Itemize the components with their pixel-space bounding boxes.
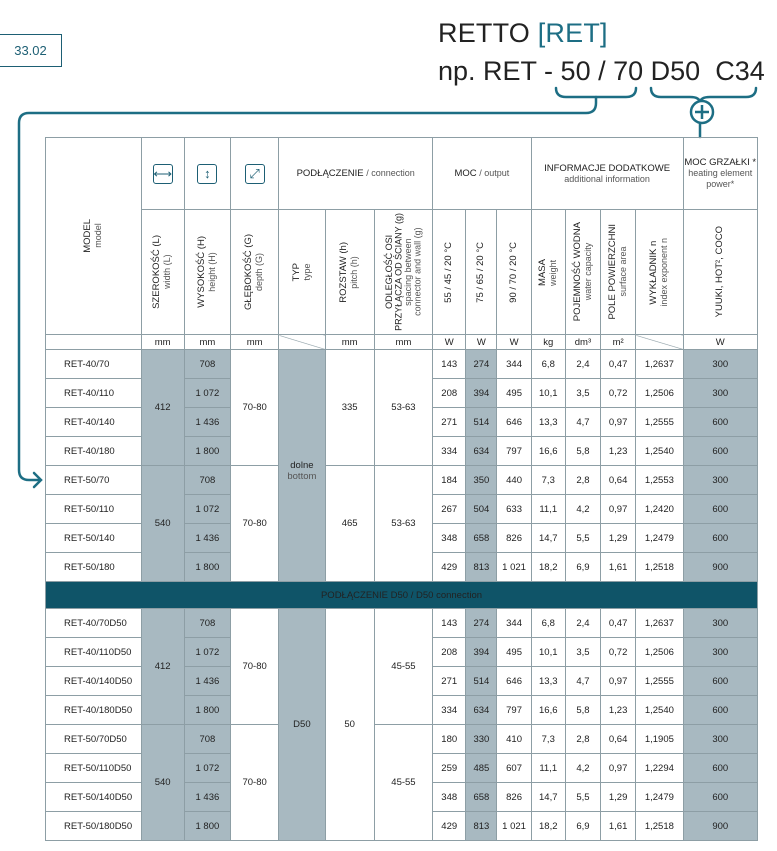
surface-cell: 0,47	[601, 609, 636, 638]
example-heater: C34	[715, 56, 765, 86]
pitch-cell: 465	[325, 466, 374, 582]
water-cell: 5,5	[565, 524, 600, 553]
model-cell: RET-40/140	[46, 408, 142, 437]
surface-cell: 1,29	[601, 524, 636, 553]
pitch-cell: 335	[325, 350, 374, 466]
heater-cell: 300	[683, 638, 758, 667]
model-cell: RET-50/140	[46, 524, 142, 553]
header-depth: GŁĘBOKOŚĆ (G) depth (G)	[231, 210, 279, 335]
header-temp-55: 55 / 45 / 20 °C	[433, 210, 466, 335]
pitch-cell: 50	[325, 609, 374, 841]
mass-cell: 7,3	[531, 725, 565, 754]
height-cell: 1 800	[184, 553, 230, 582]
output-90-cell: 826	[497, 783, 531, 812]
model-cell: RET-50/70	[46, 466, 142, 495]
product-name: RETTO	[438, 18, 538, 48]
bracket-close: ]	[600, 18, 608, 48]
height-cell: 1 436	[184, 667, 230, 696]
output-90-cell: 797	[497, 696, 531, 725]
heater-cell: 600	[683, 408, 758, 437]
output-55-cell: 267	[433, 495, 466, 524]
output-75-cell: 658	[466, 783, 497, 812]
heater-cell: 900	[683, 812, 758, 841]
heater-cell: 600	[683, 524, 758, 553]
output-55-cell: 348	[433, 524, 466, 553]
model-cell: RET-50/140D50	[46, 783, 142, 812]
width-cell: 412	[141, 350, 184, 466]
header-height: WYSOKOŚĆ (H) height (H)	[184, 210, 230, 335]
heater-cell: 300	[683, 379, 758, 408]
surface-cell: 0,97	[601, 495, 636, 524]
spacing-cell: 53-63	[374, 350, 432, 466]
height-cell: 1 436	[184, 783, 230, 812]
water-cell: 6,9	[565, 553, 600, 582]
index-cell: 1,2540	[636, 696, 683, 725]
output-55-cell: 208	[433, 379, 466, 408]
header-width: SZEROKOŚĆ (L) width (L)	[141, 210, 184, 335]
output-75-cell: 813	[466, 812, 497, 841]
height-cell: 1 800	[184, 437, 230, 466]
model-cell: RET-40/140D50	[46, 667, 142, 696]
surface-cell: 1,61	[601, 812, 636, 841]
output-90-cell: 440	[497, 466, 531, 495]
output-90-cell: 1 021	[497, 553, 531, 582]
mass-cell: 13,3	[531, 667, 565, 696]
mass-cell: 7,3	[531, 466, 565, 495]
mass-cell: 13,3	[531, 408, 565, 437]
height-header-icon-cell	[184, 138, 230, 210]
model-cell: RET-50/180	[46, 553, 142, 582]
heater-cell: 300	[683, 609, 758, 638]
height-cell: 1 800	[184, 696, 230, 725]
index-cell: 1,2555	[636, 408, 683, 437]
output-75-cell: 658	[466, 524, 497, 553]
mass-cell: 10,1	[531, 638, 565, 667]
output-55-cell: 180	[433, 725, 466, 754]
output-75-cell: 330	[466, 725, 497, 754]
spacing-cell: 45-55	[374, 725, 432, 841]
width-cell: 540	[141, 466, 184, 582]
header-surface: POLE POWIERZCHNI surface area	[601, 210, 636, 335]
mass-cell: 14,7	[531, 524, 565, 553]
index-cell: 1,1905	[636, 725, 683, 754]
height-arrow-icon: ↕	[197, 164, 217, 184]
mass-cell: 11,1	[531, 495, 565, 524]
mass-cell: 18,2	[531, 812, 565, 841]
index-unit-diagonal	[636, 335, 683, 350]
width-cell: 540	[141, 725, 184, 841]
width-cell: 412	[141, 609, 184, 725]
surface-cell: 0,97	[601, 667, 636, 696]
index-cell: 1,2479	[636, 524, 683, 553]
header-type: TYP type	[279, 210, 325, 335]
height-cell: 1 436	[184, 524, 230, 553]
output-90-cell: 797	[497, 437, 531, 466]
example-connection: D50	[650, 56, 701, 86]
header-mass: MASA weight	[531, 210, 565, 335]
mass-cell: 10,1	[531, 379, 565, 408]
model-cell: RET-50/110	[46, 495, 142, 524]
header-temp-75: 75 / 65 / 20 °C	[466, 210, 497, 335]
model-cell: RET-50/180D50	[46, 812, 142, 841]
table-row	[46, 609, 758, 638]
header-model: MODEL model	[46, 138, 142, 335]
height-cell: 1 072	[184, 638, 230, 667]
header-temp-90: 90 / 70 / 20 °C	[497, 210, 531, 335]
table-row	[46, 466, 758, 495]
depth-cell: 70-80	[231, 350, 279, 466]
output-90-cell: 646	[497, 667, 531, 696]
surface-cell: 0,97	[601, 754, 636, 783]
output-55-cell: 429	[433, 812, 466, 841]
index-cell: 1,2518	[636, 812, 683, 841]
index-cell: 1,2294	[636, 754, 683, 783]
surface-cell: 1,23	[601, 696, 636, 725]
height-cell: 708	[184, 350, 230, 379]
output-90-cell: 344	[497, 609, 531, 638]
output-55-cell: 259	[433, 754, 466, 783]
output-75-cell: 350	[466, 466, 497, 495]
mass-cell: 16,6	[531, 696, 565, 725]
height-cell: 708	[184, 466, 230, 495]
output-90-cell: 344	[497, 350, 531, 379]
surface-cell: 0,72	[601, 379, 636, 408]
output-55-cell: 334	[433, 696, 466, 725]
output-75-cell: 514	[466, 408, 497, 437]
index-cell: 1,2637	[636, 609, 683, 638]
water-cell: 4,2	[565, 495, 600, 524]
height-cell: 708	[184, 725, 230, 754]
water-cell: 2,4	[565, 350, 600, 379]
type-unit-diagonal	[279, 335, 325, 350]
output-75-cell: 634	[466, 437, 497, 466]
header-pitch: ROZSTAW (h) pitch (h)	[325, 210, 374, 335]
mass-cell: 18,2	[531, 553, 565, 582]
section-header-d50: PODŁĄCZENIE D50 / D50 connection	[46, 582, 758, 609]
spec-table	[45, 137, 758, 841]
heater-cell: 300	[683, 466, 758, 495]
depth-cell: 70-80	[231, 725, 279, 841]
index-cell: 1,2637	[636, 350, 683, 379]
water-cell: 4,7	[565, 667, 600, 696]
water-cell: 5,8	[565, 437, 600, 466]
example-slash: /	[590, 56, 614, 86]
heater-cell: 600	[683, 495, 758, 524]
heater-cell: 600	[683, 754, 758, 783]
table-body-d50	[46, 609, 758, 841]
height-cell: 1 072	[184, 754, 230, 783]
table-body-standard	[46, 350, 758, 582]
water-cell: 2,8	[565, 466, 600, 495]
output-90-cell: 495	[497, 379, 531, 408]
header-heater: MOC GRZAŁKI * heating element power*	[683, 138, 758, 210]
output-75-cell: 634	[466, 696, 497, 725]
output-55-cell: 271	[433, 667, 466, 696]
heater-cell: 600	[683, 667, 758, 696]
surface-cell: 1,29	[601, 783, 636, 812]
output-90-cell: 633	[497, 495, 531, 524]
model-cell: RET-40/110D50	[46, 638, 142, 667]
mass-cell: 6,8	[531, 609, 565, 638]
heater-cell: 600	[683, 437, 758, 466]
type-cell: D50	[279, 609, 325, 841]
index-cell: 1,2479	[636, 783, 683, 812]
model-cell: RET-40/110	[46, 379, 142, 408]
plus-icon	[691, 101, 713, 123]
example-height: 70	[613, 56, 644, 86]
surface-cell: 1,61	[601, 553, 636, 582]
table-row	[46, 725, 758, 754]
spacing-cell: 45-55	[374, 609, 432, 725]
surface-cell: 0,64	[601, 725, 636, 754]
output-55-cell: 334	[433, 437, 466, 466]
output-75-cell: 274	[466, 609, 497, 638]
water-cell: 5,5	[565, 783, 600, 812]
water-cell: 2,8	[565, 725, 600, 754]
index-cell: 1,2506	[636, 638, 683, 667]
type-cell: dolne bottom	[279, 350, 325, 582]
header-info: INFORMACJE DODATKOWE additional information	[531, 138, 683, 210]
header-connection: PODŁĄCZENIE / connection	[279, 138, 433, 210]
model-cell: RET-50/70D50	[46, 725, 142, 754]
output-90-cell: 646	[497, 408, 531, 437]
surface-cell: 0,47	[601, 350, 636, 379]
output-55-cell: 208	[433, 638, 466, 667]
output-55-cell: 143	[433, 609, 466, 638]
depth-header-icon-cell	[231, 138, 279, 210]
table-row	[46, 350, 758, 379]
output-55-cell: 271	[433, 408, 466, 437]
index-cell: 1,2420	[636, 495, 683, 524]
depth-cell: 70-80	[231, 609, 279, 725]
spacing-cell: 53-63	[374, 466, 432, 582]
surface-cell: 1,23	[601, 437, 636, 466]
header-spacing: ODLEGŁOŚĆ OSI PRZYŁĄCZA OD ŚCIANY (g) spacing between connector and wall (g)	[374, 210, 432, 335]
mass-cell: 14,7	[531, 783, 565, 812]
header-index: WYKŁADNIK n index exponent n	[636, 210, 683, 335]
output-90-cell: 410	[497, 725, 531, 754]
output-90-cell: 495	[497, 638, 531, 667]
output-55-cell: 184	[433, 466, 466, 495]
mass-cell: 6,8	[531, 350, 565, 379]
mass-cell: 16,6	[531, 437, 565, 466]
water-cell: 6,9	[565, 812, 600, 841]
model-cell: RET-40/70	[46, 350, 142, 379]
surface-cell: 0,64	[601, 466, 636, 495]
water-cell: 3,5	[565, 379, 600, 408]
width-header-icon-cell	[141, 138, 184, 210]
heater-cell: 300	[683, 725, 758, 754]
output-75-cell: 514	[466, 667, 497, 696]
water-cell: 3,5	[565, 638, 600, 667]
height-cell: 1 072	[184, 495, 230, 524]
water-cell: 4,7	[565, 408, 600, 437]
output-75-cell: 813	[466, 553, 497, 582]
heater-cell: 300	[683, 350, 758, 379]
output-90-cell: 826	[497, 524, 531, 553]
height-cell: 708	[184, 609, 230, 638]
height-cell: 1 072	[184, 379, 230, 408]
example-prefix: np. RET -	[438, 56, 561, 86]
surface-cell: 0,72	[601, 638, 636, 667]
product-code: RET	[545, 18, 601, 48]
water-cell: 2,4	[565, 609, 600, 638]
output-55-cell: 143	[433, 350, 466, 379]
water-cell: 4,2	[565, 754, 600, 783]
heater-cell: 600	[683, 783, 758, 812]
model-cell: RET-40/70D50	[46, 609, 142, 638]
index-cell: 1,2540	[636, 437, 683, 466]
bracket-open: [	[537, 18, 546, 48]
model-cell: RET-40/180	[46, 437, 142, 466]
output-75-cell: 274	[466, 350, 497, 379]
height-cell: 1 436	[184, 408, 230, 437]
units-row: mm mm mm mm mm W W W kg dm³ m² W	[46, 335, 758, 350]
header-output: MOC / output	[433, 138, 532, 210]
output-90-cell: 607	[497, 754, 531, 783]
surface-cell: 0,97	[601, 408, 636, 437]
model-cell: RET-50/110D50	[46, 754, 142, 783]
heater-cell: 900	[683, 553, 758, 582]
output-90-cell: 1 021	[497, 812, 531, 841]
model-cell: RET-40/180D50	[46, 696, 142, 725]
output-75-cell: 485	[466, 754, 497, 783]
output-55-cell: 429	[433, 553, 466, 582]
output-75-cell: 394	[466, 638, 497, 667]
mass-cell: 11,1	[531, 754, 565, 783]
index-cell: 1,2555	[636, 667, 683, 696]
output-75-cell: 394	[466, 379, 497, 408]
index-cell: 1,2506	[636, 379, 683, 408]
width-arrow-icon: ⟷	[153, 164, 173, 184]
depth-arrow-icon: ⤢	[245, 164, 265, 184]
depth-cell: 70-80	[231, 466, 279, 582]
output-75-cell: 504	[466, 495, 497, 524]
water-cell: 5,8	[565, 696, 600, 725]
header-heater-models: YUUKI, HOT², COCO	[683, 210, 758, 335]
header-water: POJEMNOŚĆ WODNA water capacity	[565, 210, 600, 335]
index-cell: 1,2518	[636, 553, 683, 582]
heater-cell: 600	[683, 696, 758, 725]
page-number: 33.02	[0, 34, 62, 67]
output-55-cell: 348	[433, 783, 466, 812]
index-cell: 1,2553	[636, 466, 683, 495]
height-cell: 1 800	[184, 812, 230, 841]
example-width: 50	[560, 56, 591, 86]
